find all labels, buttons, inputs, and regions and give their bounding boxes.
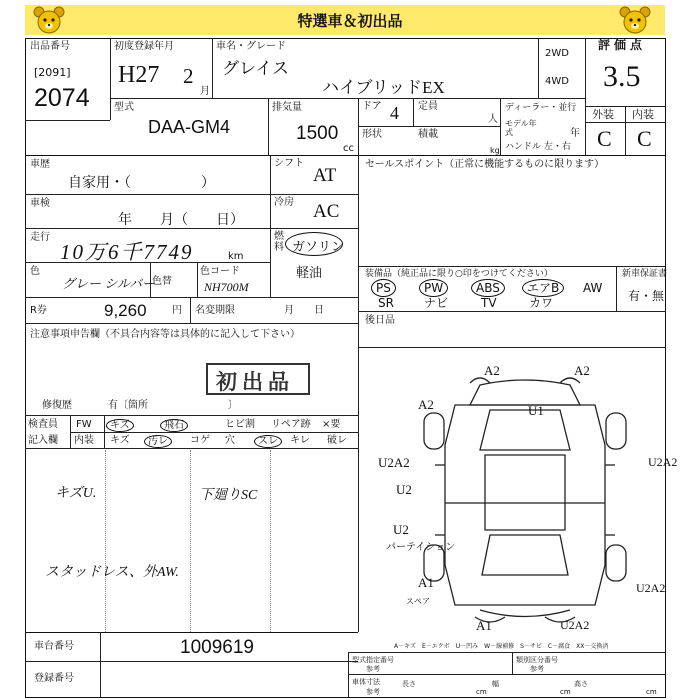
color-change-label: 色替 — [152, 276, 172, 287]
equip-row1-0: PS — [371, 279, 396, 297]
height-label: 高さ — [574, 680, 588, 688]
inspector-label: 検査員 — [28, 419, 58, 430]
vehicle-grade: ハイブリッドEX — [322, 78, 445, 97]
chassis-label: 車台番号 — [34, 641, 74, 652]
interior-label: 内装 — [632, 108, 654, 121]
diagram-mark-a1-left: A1 — [418, 575, 434, 590]
repair-value: 有〔箇所 〕 — [108, 400, 238, 411]
fuel-light-oil: 軽油 — [296, 265, 323, 280]
recycle-yen: 円 — [172, 305, 182, 316]
exterior-score: C — [597, 126, 612, 151]
dealer-label: ディーラー・並行 — [505, 103, 577, 113]
diagram-mark-a2-top-left: A2 — [484, 363, 500, 378]
check-row1-item-1: 飛石 — [160, 419, 188, 432]
handle-label: ハンドル 左・右 — [505, 142, 571, 152]
width-unit: cm — [560, 688, 571, 696]
size-ref: 参考 — [366, 688, 380, 696]
check-row2-item-3: 穴 — [225, 435, 235, 446]
shape-label: 形状 — [362, 129, 382, 140]
meigi-value: 月 日 — [284, 305, 324, 316]
inspection-label: 車検 — [30, 198, 50, 209]
check-row2-item-5: キレ — [290, 435, 310, 446]
bear-logo-right — [618, 5, 652, 35]
equip-row2-2: TV — [481, 296, 497, 310]
color-value: グレー シルバー — [62, 276, 156, 291]
lot-number: 2074 — [34, 84, 90, 112]
after-items-label: 後日品 — [365, 315, 395, 326]
score-value: 3.5 — [603, 60, 641, 93]
load-label: 積載 — [418, 129, 438, 140]
diagram-mark-u2a2-left: U2A2 — [378, 455, 410, 470]
lot-label: 出品番号 — [30, 41, 70, 52]
record-label: 記入欄 — [28, 435, 58, 446]
color-label: 色 — [30, 266, 40, 277]
diagram-mark-partition: パーテイション — [386, 542, 456, 553]
interior-check-label: 内装 — [74, 435, 94, 446]
equip-row2-0: SR — [378, 296, 394, 310]
sales-point-label: セールスポイント（正常に機能するものに限ります） — [365, 159, 605, 170]
mileage-unit: km — [228, 251, 244, 262]
diagram-mark-u2a2-bottom: U2A2 — [560, 618, 590, 632]
cc-unit: cc — [343, 143, 354, 154]
registration-month: 2 — [183, 64, 194, 88]
diagram-mark-u2-lower: U2 — [393, 522, 409, 537]
extra-note: スタッドレス、外AW. — [45, 565, 179, 580]
inspection-value: 年 月（ 日） — [118, 213, 244, 228]
diagram-mark-spare: スペア — [406, 597, 430, 606]
recycle-amount: 9,260 — [104, 301, 147, 320]
registration-month-unit: 月 — [200, 86, 210, 97]
equip-row1-3: エアB — [522, 279, 564, 297]
vehicle-name: グレイス — [222, 59, 289, 78]
interior-score: C — [637, 126, 652, 151]
check-row1-item-3: リペア跡 — [271, 419, 311, 430]
chassis-number: 1009619 — [180, 637, 254, 658]
check-row2-item-0: キズ — [110, 435, 130, 446]
fw-note: キズU. — [55, 486, 97, 501]
fuel-gasoline: ガソリン — [292, 239, 345, 254]
warranty-value: 有・無 — [628, 289, 665, 303]
equip-row1-2: ABS — [471, 279, 505, 297]
diagram-mark-u1: U1 — [528, 403, 544, 418]
check-row1-item-4: ×要 — [322, 419, 341, 430]
shift-label: シフト — [274, 158, 304, 169]
notes-label: 注意事項申告欄（不具合内容等は具体的に記入して下さい） — [30, 329, 300, 340]
equip-row2-3: カワ — [529, 296, 554, 310]
person-unit: 人 — [488, 114, 498, 125]
diagram-mark-u2-upper: U2 — [396, 482, 412, 497]
class-label: 類別区分番号 — [516, 656, 558, 664]
recycle-label: R券 — [30, 305, 47, 316]
vehicle-name-label: 車名・グレード — [216, 41, 286, 52]
diagram-mark-a2-top-right: A2 — [574, 363, 590, 378]
size-label: 車体寸法 — [352, 678, 380, 686]
bear-logo-left — [32, 5, 66, 35]
model-value: DAA-GM4 — [148, 117, 231, 137]
drive-2wd: 2WD — [545, 48, 569, 59]
shift-value: AT — [313, 165, 337, 186]
kg-unit: kg — [490, 146, 500, 155]
doors-label: ドア — [362, 101, 382, 112]
height-unit: cm — [646, 688, 657, 696]
capacity-label: 定員 — [418, 101, 438, 112]
first-listing-stamp: 初出品 — [216, 370, 294, 394]
year-unit: 年 — [570, 128, 580, 139]
diagram-mark-a1-bottom: A1 — [476, 618, 492, 633]
diagram-mark-u2a2-lower-right: U2A2 — [636, 581, 666, 595]
history-value: 自家用・（ ） — [68, 176, 215, 191]
registration-label: 初度登録年月 — [114, 41, 174, 52]
warranty-label: 新車保証書 — [622, 269, 668, 279]
equip-row1-4: AW — [583, 281, 603, 295]
header-title: 特選車＆初出品 — [297, 12, 403, 30]
interior-note: 下廻りSC — [199, 488, 258, 503]
check-row1-item-2: ヒビ割 — [225, 419, 255, 430]
check-row2-item-2: コゲ — [190, 435, 210, 446]
color-code: NH700M — [204, 280, 249, 294]
displacement-label: 排気量 — [272, 102, 302, 113]
length-label: 長さ — [402, 680, 416, 688]
diagram-mark-a2-left: A2 — [418, 397, 434, 412]
fw-label: FW — [76, 419, 92, 430]
fuel-label: 燃料 — [274, 231, 284, 253]
approval-ref: 参考 — [366, 665, 380, 673]
repair-label: 修復歴 — [42, 400, 72, 411]
diagram-mark-u2a2-right: U2A2 — [648, 455, 678, 469]
model-year-label: モデル年式 — [505, 119, 537, 137]
check-row1-item-0: キズ — [106, 419, 134, 432]
cooler-value: AC — [313, 201, 340, 222]
color-code-label: 色コード — [200, 266, 240, 277]
registration-number-label: 登録番号 — [34, 673, 74, 684]
check-row2-item-1: 汚レ — [144, 435, 172, 448]
equip-row2-1: ナビ — [424, 296, 449, 310]
width-label: 幅 — [492, 680, 499, 688]
mileage-value: 10万6千7749 — [60, 240, 194, 264]
model-label: 型式 — [114, 102, 134, 113]
equip-row1-1: PW — [419, 279, 448, 297]
lot-bracket-number: [2091] — [34, 66, 71, 79]
check-row2-item-6: 破レ — [327, 435, 347, 446]
exterior-label: 外装 — [592, 108, 614, 121]
registration-era-year: H27 — [118, 62, 160, 88]
doors-value: 4 — [390, 103, 399, 123]
displacement-value: 1500 — [296, 123, 339, 144]
diagram-legend: A－キズ E－エクボ U－凹み W－線補修 S－サビ C－腐食 XX－交換済 — [394, 643, 609, 650]
approval-label: 型式指定番号 — [352, 656, 394, 664]
mileage-label: 走行 — [30, 232, 50, 243]
cooler-label: 冷房 — [274, 197, 294, 208]
drive-4wd: 4WD — [545, 76, 569, 87]
meigi-label: 名変期限 — [195, 305, 235, 316]
check-row2-item-4: スレ — [254, 435, 282, 448]
equipment-label: 装備品（純正品に限り○印をつけてください） — [365, 269, 553, 279]
class-ref: 参考 — [530, 665, 544, 673]
score-label: 評価点 — [598, 38, 647, 52]
history-label: 車歴 — [30, 159, 50, 170]
length-unit: cm — [476, 688, 487, 696]
